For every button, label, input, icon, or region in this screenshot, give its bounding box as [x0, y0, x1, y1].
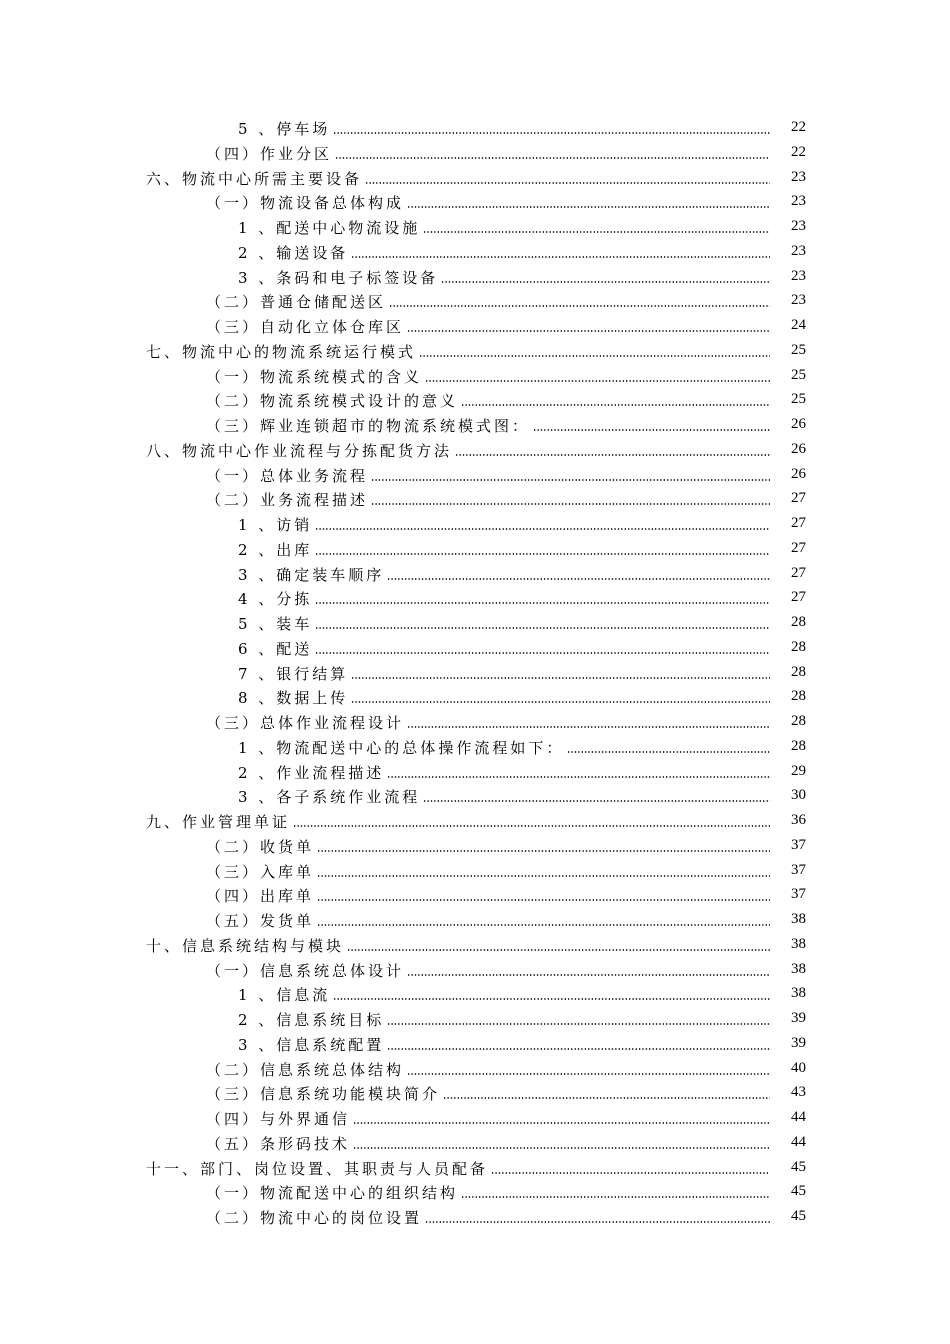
dot-leader: [441, 281, 770, 283]
toc-entry-title: （二）收货单: [206, 837, 315, 856]
toc-entry[interactable]: [0, 166, 950, 191]
dot-leader: [387, 776, 770, 778]
toc-entry-page-number: 23: [791, 218, 806, 234]
toc-entry-title: 九、作业管理单证: [146, 813, 291, 831]
toc-entry[interactable]: [0, 537, 950, 562]
toc-entry-title: （五）条形码技术: [206, 1134, 351, 1153]
table-of-contents: [0, 116, 950, 1230]
toc-entry-page-number: 27: [791, 564, 806, 581]
toc-entry-title: （三）信息系统功能模块简介: [206, 1085, 441, 1104]
toc-entry-title: 2 、作业流程描述: [238, 763, 385, 782]
toc-entry-title: 2 、输送设备: [238, 243, 349, 262]
toc-entry-title: 1 、物流配送中心的总体操作流程如下：: [238, 738, 565, 757]
dot-leader: [351, 701, 770, 703]
toc-entry-page-number: 28: [791, 663, 806, 680]
dot-leader: [333, 132, 770, 134]
toc-entry-title: 2 、信息系统目标: [238, 1011, 385, 1029]
toc-entry[interactable]: [0, 710, 950, 735]
toc-entry-page-number: 22: [791, 119, 806, 135]
toc-entry-title: 1 、信息流: [238, 986, 331, 1005]
dot-leader: [407, 726, 770, 728]
toc-entry-title: 3 、确定装车顺序: [238, 565, 385, 584]
dot-leader: [335, 157, 770, 159]
dot-leader: [353, 1122, 770, 1124]
toc-entry-page-number: 28: [791, 713, 806, 729]
dot-leader: [387, 1023, 770, 1025]
toc-entry-title: （三）辉业连锁超市的物流系统模式图：: [206, 417, 531, 435]
toc-entry[interactable]: [0, 314, 950, 339]
toc-entry-page-number: 38: [791, 985, 806, 1002]
toc-entry-title: 7 、银行结算: [238, 664, 349, 683]
dot-leader: [407, 974, 770, 976]
dot-leader: [407, 1073, 770, 1075]
toc-entry-title: 八、物流中心作业流程与分拣配货方法: [146, 441, 453, 460]
toc-entry-title: （二）物流中心的岗位设置: [206, 1209, 423, 1227]
toc-entry-title: 6 、配送: [238, 639, 313, 658]
toc-entry[interactable]: [0, 982, 950, 1007]
dot-leader: [491, 1172, 770, 1174]
toc-entry-title: 六、物流中心所需主要设备: [146, 169, 363, 188]
toc-entry[interactable]: [0, 883, 950, 908]
toc-entry[interactable]: [0, 1156, 950, 1181]
toc-entry-page-number: 39: [791, 1034, 806, 1051]
toc-entry[interactable]: [0, 933, 950, 958]
toc-entry-page-number: 25: [791, 391, 806, 408]
toc-entry-title: 十一、部门、岗位设置、其职责与人员配备: [146, 1159, 489, 1178]
toc-entry-title: （一）信息系统总体设计: [206, 961, 405, 980]
toc-entry-page-number: 25: [791, 366, 806, 383]
toc-entry[interactable]: [0, 487, 950, 512]
dot-leader: [365, 182, 770, 184]
toc-entry-title: 3 、条码和电子标签设备: [238, 268, 439, 287]
toc-entry-title: （二）信息系统总体结构: [206, 1060, 405, 1079]
dot-leader: [351, 677, 770, 679]
toc-entry-page-number: 23: [791, 292, 806, 309]
dot-leader: [461, 404, 770, 406]
dot-leader: [423, 800, 770, 802]
toc-entry-title: 8 、数据上传: [238, 689, 349, 708]
toc-entry[interactable]: [0, 364, 950, 389]
dot-leader: [387, 578, 770, 580]
toc-entry[interactable]: [0, 289, 950, 314]
toc-entry[interactable]: [0, 586, 950, 611]
toc-entry-title: 2 、出库: [238, 540, 313, 559]
dot-leader: [407, 206, 770, 208]
toc-entry-title: 十、信息系统结构与模块: [146, 936, 345, 955]
dot-leader: [315, 528, 770, 530]
toc-entry[interactable]: [0, 240, 950, 265]
toc-entry[interactable]: [0, 834, 950, 859]
toc-entry-page-number: 24: [791, 317, 806, 333]
toc-entry-page-number: 29: [791, 762, 806, 779]
toc-entry-page-number: 28: [791, 688, 806, 705]
toc-entry-page-number: 23: [791, 168, 806, 185]
toc-entry-page-number: 26: [791, 416, 806, 432]
toc-entry-title: （一）物流设备总体构成: [206, 194, 405, 213]
toc-entry[interactable]: [0, 1032, 950, 1057]
toc-entry-title: （二）普通仓储配送区: [206, 293, 387, 312]
toc-entry-page-number: 45: [791, 1158, 806, 1175]
toc-entry[interactable]: [0, 685, 950, 710]
toc-entry-title: （三）自动化立体仓库区: [206, 318, 405, 336]
toc-entry-page-number: 27: [791, 539, 806, 556]
toc-entry[interactable]: [0, 463, 950, 488]
toc-entry-page-number: 45: [791, 1183, 806, 1200]
dot-leader: [455, 454, 770, 456]
dot-leader: [461, 1196, 770, 1198]
toc-entry-page-number: 25: [791, 341, 806, 358]
dot-leader: [315, 652, 770, 654]
dot-leader: [419, 355, 770, 357]
toc-entry-title: 七、物流中心的物流系统运行模式: [146, 342, 417, 361]
dot-leader: [347, 949, 770, 951]
toc-entry-page-number: 27: [791, 589, 806, 606]
toc-entry-title: 3 、信息系统配置: [238, 1035, 385, 1054]
toc-entry-page-number: 23: [791, 193, 806, 210]
toc-entry-page-number: 30: [791, 787, 806, 804]
toc-entry[interactable]: [0, 661, 950, 686]
toc-entry[interactable]: [0, 265, 950, 290]
dot-leader: [315, 602, 770, 604]
dot-leader: [443, 1097, 770, 1099]
dot-leader: [317, 875, 770, 877]
dot-leader: [317, 924, 770, 926]
toc-entry-page-number: 43: [791, 1084, 806, 1101]
toc-entry-page-number: 37: [791, 861, 806, 878]
toc-entry[interactable]: [0, 512, 950, 537]
toc-entry-page-number: 37: [791, 836, 806, 853]
toc-entry-page-number: 38: [791, 911, 806, 927]
toc-entry-page-number: 26: [791, 440, 806, 457]
toc-entry-page-number: 37: [791, 886, 806, 903]
toc-entry[interactable]: [0, 438, 950, 463]
toc-entry-title: （二）业务流程描述: [206, 491, 369, 510]
toc-entry[interactable]: [0, 215, 950, 240]
toc-entry[interactable]: [0, 611, 950, 636]
toc-entry[interactable]: [0, 859, 950, 884]
dot-leader: [533, 429, 770, 431]
dot-leader: [315, 553, 770, 555]
toc-entry[interactable]: [0, 809, 950, 834]
toc-entry-title: 4 、分拣: [238, 590, 313, 609]
toc-entry[interactable]: [0, 735, 950, 760]
toc-entry[interactable]: [0, 190, 950, 215]
toc-entry-title: （四）与外界通信: [206, 1110, 351, 1128]
toc-entry[interactable]: [0, 1057, 950, 1082]
toc-entry-title: （一）物流配送中心的组织结构: [206, 1184, 459, 1203]
toc-entry-title: （一）总体业务流程: [206, 466, 369, 485]
dot-leader: [371, 479, 770, 481]
toc-entry-page-number: 44: [791, 1133, 806, 1150]
toc-entry-page-number: 40: [791, 1059, 806, 1076]
dot-leader: [423, 231, 770, 233]
dot-leader: [317, 899, 770, 901]
toc-entry[interactable]: [0, 1131, 950, 1156]
toc-entry-title: （四）作业分区: [206, 144, 333, 163]
toc-entry-page-number: 22: [791, 143, 806, 160]
toc-entry-title: 5 、装车: [238, 615, 313, 633]
toc-entry[interactable]: [0, 958, 950, 983]
toc-entry[interactable]: [0, 116, 950, 141]
dot-leader: [293, 825, 770, 827]
toc-entry[interactable]: [0, 636, 950, 661]
toc-entry-title: （三）入库单: [206, 862, 315, 881]
toc-entry-page-number: 28: [791, 638, 806, 655]
toc-entry[interactable]: [0, 339, 950, 364]
dot-leader: [425, 380, 770, 382]
toc-entry[interactable]: [0, 141, 950, 166]
dot-leader: [351, 256, 770, 258]
toc-entry-page-number: 28: [791, 737, 806, 754]
toc-entry-page-number: 38: [791, 960, 806, 977]
dot-leader: [317, 850, 770, 852]
toc-entry-page-number: 26: [791, 465, 806, 482]
toc-entry-title: 5 、停车场: [238, 120, 331, 138]
toc-entry-title: 3 、各子系统作业流程: [238, 788, 421, 807]
toc-entry[interactable]: [0, 1007, 950, 1032]
toc-entry-page-number: 44: [791, 1109, 806, 1125]
toc-entry[interactable]: [0, 388, 950, 413]
toc-entry[interactable]: [0, 908, 950, 933]
dot-leader: [315, 627, 770, 629]
toc-entry-title: （四）出库单: [206, 887, 315, 906]
toc-entry[interactable]: [0, 1180, 950, 1205]
toc-entry[interactable]: [0, 1205, 950, 1230]
toc-entry-page-number: 38: [791, 935, 806, 952]
toc-entry-page-number: 27: [791, 490, 806, 507]
dot-leader: [389, 305, 770, 307]
toc-entry-page-number: 39: [791, 1010, 806, 1026]
toc-entry-title: （一）物流系统模式的含义: [206, 367, 423, 386]
dot-leader: [333, 998, 770, 1000]
dot-leader: [353, 1147, 770, 1149]
dot-leader: [425, 1221, 770, 1223]
toc-entry-page-number: 36: [791, 812, 806, 828]
toc-entry-title: 1 、访销: [238, 516, 313, 534]
toc-entry-page-number: 27: [791, 515, 806, 531]
toc-entry-title: （三）总体作业流程设计: [206, 714, 405, 732]
toc-entry-page-number: 23: [791, 267, 806, 284]
toc-entry[interactable]: [0, 1106, 950, 1131]
toc-entry-title: （二）物流系统模式设计的意义: [206, 392, 459, 411]
toc-entry-page-number: 45: [791, 1208, 806, 1224]
toc-entry[interactable]: [0, 760, 950, 785]
dot-leader: [387, 1048, 770, 1050]
toc-entry-title: （五）发货单: [206, 912, 315, 930]
dot-leader: [567, 751, 770, 753]
toc-entry-title: 1 、配送中心物流设施: [238, 219, 421, 237]
toc-entry[interactable]: [0, 413, 950, 438]
dot-leader: [407, 330, 770, 332]
toc-entry[interactable]: [0, 784, 950, 809]
dot-leader: [371, 503, 770, 505]
toc-entry-page-number: 28: [791, 614, 806, 630]
toc-entry[interactable]: [0, 1081, 950, 1106]
toc-entry[interactable]: [0, 562, 950, 587]
toc-entry-page-number: 23: [791, 242, 806, 259]
